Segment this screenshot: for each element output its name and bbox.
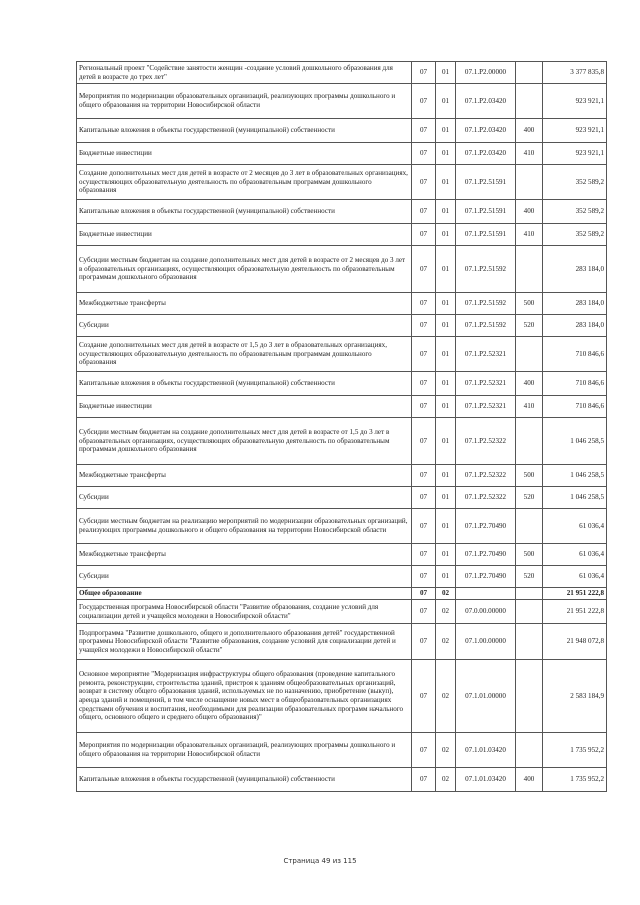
expense-type-code: 400: [516, 768, 543, 792]
subsection-code: 01: [436, 544, 456, 566]
subsection-code: 01: [436, 165, 456, 200]
section-code: 07: [412, 143, 436, 165]
table-row: [77, 165, 607, 200]
item-name: Региональный проект "Содействие занятости женщин -создание условий дошкольного образования для детей в возрасте до трех лет": [77, 62, 412, 84]
item-name: Бюджетные инвестиции: [77, 224, 412, 246]
target-article-code: 07.1.P2.52322: [456, 465, 516, 487]
amount: 1 735 952,2: [543, 768, 607, 792]
table-row: [77, 62, 607, 84]
item-name: Государственная программа Новосибирской области "Развитие образования, создание условий для социализации детей и учащейся молодежи в Новосибирской области": [77, 600, 412, 624]
item-name: Субсидии: [77, 566, 412, 588]
table-row: [77, 200, 607, 224]
amount: 1 046 258,5: [543, 418, 607, 465]
target-article-code: 07.1.P2.51591: [456, 224, 516, 246]
item-name: Капитальные вложения в объекты государственной (муниципальной) собственности: [77, 119, 412, 143]
item-name: Создание дополнительных мест для детей в возрасте от 2 месяцев до 3 лет в образовательных организациях, осуществляющих образовательную деятельность по образовательным программам дошкольного образования: [77, 165, 412, 200]
subsection-code: 01: [436, 315, 456, 337]
subsection-code: 01: [436, 337, 456, 372]
table-body: [77, 62, 607, 792]
expense-type-code: [516, 588, 543, 600]
target-article-code: 07.1.P2.03420: [456, 119, 516, 143]
amount: 61 036,4: [543, 544, 607, 566]
expense-type-code: 500: [516, 293, 543, 315]
target-article-code: 07.1.P2.03420: [456, 143, 516, 165]
item-name: Капитальные вложения в объекты государственной (муниципальной) собственности: [77, 768, 412, 792]
expense-type-code: [516, 84, 543, 119]
section-code: 07: [412, 119, 436, 143]
target-article-code: 07.1.P2.70490: [456, 544, 516, 566]
amount: 352 589,2: [543, 200, 607, 224]
amount: 283 184,0: [543, 293, 607, 315]
section-code: 07: [412, 733, 436, 768]
subsection-code: 01: [436, 293, 456, 315]
item-name: Создание дополнительных мест для детей в возрасте от 1,5 до 3 лет в образовательных организациях, осуществляющих образовательную деятельность по образовательным программам дошкольного образования: [77, 337, 412, 372]
expense-type-code: 520: [516, 487, 543, 509]
amount: 710 846,6: [543, 337, 607, 372]
expense-type-code: [516, 509, 543, 544]
subsection-code: 02: [436, 733, 456, 768]
item-name: Подпрограмма "Развитие дошкольного, общего и дополнительного образования детей" государственной программы Новосибирской области "Развитие образования, создание условий для социализации детей и учащейся молодежи в Новосибирской области": [77, 624, 412, 660]
expense-type-code: [516, 624, 543, 660]
subsection-code: 01: [436, 200, 456, 224]
subsection-code: 01: [436, 418, 456, 465]
expense-type-code: [516, 418, 543, 465]
section-code: 07: [412, 165, 436, 200]
expense-type-code: [516, 660, 543, 733]
amount: 61 036,4: [543, 566, 607, 588]
section-code: 07: [412, 315, 436, 337]
section-code: 07: [412, 660, 436, 733]
table-row: [77, 418, 607, 465]
subsection-code: 01: [436, 224, 456, 246]
table-row: [77, 224, 607, 246]
subsection-code: 02: [436, 588, 456, 600]
item-name: Субсидии: [77, 487, 412, 509]
section-code: 07: [412, 566, 436, 588]
item-name: Мероприятия по модернизации образовательных организаций, реализующих программы дошкольного и общего образования на территории Новосибирской области: [77, 733, 412, 768]
table-row: [77, 84, 607, 119]
amount: 61 036,4: [543, 509, 607, 544]
section-code: 07: [412, 487, 436, 509]
table-row: [77, 465, 607, 487]
table-row: [77, 246, 607, 293]
expense-type-code: 500: [516, 544, 543, 566]
target-article-code: 07.1.01.03420: [456, 768, 516, 792]
item-name: Бюджетные инвестиции: [77, 396, 412, 418]
item-name: Субсидии местным бюджетам на реализацию мероприятий по модернизации образовательных организаций, реализующих программы дошкольного и общего образования на территории Новосибирской области: [77, 509, 412, 544]
target-article-code: 07.1.P2.52321: [456, 372, 516, 396]
target-article-code: 07.1.P2.03420: [456, 84, 516, 119]
section-code: 07: [412, 509, 436, 544]
item-name: Капитальные вложения в объекты государственной (муниципальной) собственности: [77, 372, 412, 396]
amount: 283 184,0: [543, 315, 607, 337]
item-name: Основное мероприятие "Модернизация инфраструктуры общего образования (проведение капитального ремонта, реконструкции, строительства зданий, пристроя к зданиям общеобразовательных организаций, возврат в систему общего образования зданий, используемых не по назначению, приобретение (выкуп), аренда зданий и помещений, в том числе оснащение новых мест в общеобразовательных организациях средствами обучения и воспитания, необходимыми для реализации образовательных программ начального общего, основного общего и среднего общего образования)": [77, 660, 412, 733]
section-code: 07: [412, 293, 436, 315]
table-row: [77, 337, 607, 372]
expense-type-code: 520: [516, 315, 543, 337]
expense-type-code: [516, 733, 543, 768]
amount: 3 377 835,8: [543, 62, 607, 84]
item-name: Межбюджетные трансферты: [77, 544, 412, 566]
item-name: Общее образование: [77, 588, 412, 600]
amount: 710 846,6: [543, 396, 607, 418]
subsection-code: 02: [436, 600, 456, 624]
expense-type-code: 400: [516, 119, 543, 143]
subsection-code: 01: [436, 509, 456, 544]
section-code: 07: [412, 465, 436, 487]
subsection-code: 02: [436, 768, 456, 792]
section-code: 07: [412, 544, 436, 566]
item-name: Капитальные вложения в объекты государственной (муниципальной) собственности: [77, 200, 412, 224]
section-code: 07: [412, 588, 436, 600]
table-row: [77, 600, 607, 624]
table-row: [77, 396, 607, 418]
amount: 1 046 258,5: [543, 465, 607, 487]
table-row: [77, 566, 607, 588]
subsection-code: 01: [436, 487, 456, 509]
subsection-code: 01: [436, 372, 456, 396]
expense-type-code: [516, 246, 543, 293]
table-row: [77, 624, 607, 660]
section-code: 07: [412, 372, 436, 396]
amount: 923 921,1: [543, 143, 607, 165]
target-article-code: 07.1.P2.70490: [456, 509, 516, 544]
amount: 923 921,1: [543, 84, 607, 119]
table-row: [77, 293, 607, 315]
table-row: [77, 588, 607, 600]
expense-type-code: 500: [516, 465, 543, 487]
table-row: [77, 119, 607, 143]
subsection-code: 01: [436, 84, 456, 119]
amount: 21 948 072,8: [543, 624, 607, 660]
table-row: [77, 372, 607, 396]
target-article-code: 07.1.P2.51592: [456, 293, 516, 315]
section-code: 07: [412, 62, 436, 84]
table-row: [77, 315, 607, 337]
item-name: Субсидии: [77, 315, 412, 337]
budget-table: [76, 61, 607, 792]
expense-type-code: [516, 600, 543, 624]
target-article-code: 07.1.P2.52322: [456, 418, 516, 465]
target-article-code: 07.1.P2.70490: [456, 566, 516, 588]
target-article-code: 07.1.P2.52322: [456, 487, 516, 509]
target-article-code: 07.1.P2.51592: [456, 246, 516, 293]
target-article-code: 07.1.00.00000: [456, 624, 516, 660]
section-code: 07: [412, 246, 436, 293]
table-row: [77, 544, 607, 566]
section-code: 07: [412, 418, 436, 465]
target-article-code: 07.1.01.00000: [456, 660, 516, 733]
target-article-code: 07.1.01.03420: [456, 733, 516, 768]
section-code: 07: [412, 600, 436, 624]
table-row: [77, 509, 607, 544]
target-article-code: 07.1.P2.51591: [456, 165, 516, 200]
table-row: [77, 733, 607, 768]
item-name: Межбюджетные трансферты: [77, 293, 412, 315]
expense-type-code: [516, 165, 543, 200]
section-code: 07: [412, 768, 436, 792]
subsection-code: 01: [436, 246, 456, 293]
expense-type-code: 400: [516, 372, 543, 396]
amount: 1 046 258,5: [543, 487, 607, 509]
amount: 2 583 184,9: [543, 660, 607, 733]
amount: 352 589,2: [543, 165, 607, 200]
target-article-code: 07.1.P2.51591: [456, 200, 516, 224]
target-article-code: 07.1.P2.52321: [456, 396, 516, 418]
target-article-code: [456, 588, 516, 600]
item-name: Межбюджетные трансферты: [77, 465, 412, 487]
table-row: [77, 768, 607, 792]
subsection-code: 01: [436, 143, 456, 165]
table-row: [77, 143, 607, 165]
target-article-code: 07.1.P2.51592: [456, 315, 516, 337]
amount: 1 735 952,2: [543, 733, 607, 768]
amount: 710 846,6: [543, 372, 607, 396]
section-code: 07: [412, 84, 436, 119]
expense-type-code: 410: [516, 224, 543, 246]
target-article-code: 07.1.P2.00000: [456, 62, 516, 84]
amount: 21 951 222,8: [543, 600, 607, 624]
expense-type-code: [516, 337, 543, 372]
subsection-code: 01: [436, 465, 456, 487]
item-name: Субсидии местным бюджетам на создание дополнительных мест для детей в возрасте от 2 месяцев до 3 лет в образовательных организациях, осуществляющих образовательную деятельность по образовательным программам дошкольного образования: [77, 246, 412, 293]
subsection-code: 02: [436, 660, 456, 733]
amount: 923 921,1: [543, 119, 607, 143]
expense-type-code: 400: [516, 200, 543, 224]
expense-type-code: 410: [516, 396, 543, 418]
item-name: Субсидии местным бюджетам на создание дополнительных мест для детей в возрасте от 1,5 до 3 лет в образовательных организациях, осуществляющих образовательную деятельность по образовательным программам дошкольного образования: [77, 418, 412, 465]
item-name: Бюджетные инвестиции: [77, 143, 412, 165]
expense-type-code: 520: [516, 566, 543, 588]
section-code: 07: [412, 224, 436, 246]
expense-type-code: 410: [516, 143, 543, 165]
amount: 283 184,0: [543, 246, 607, 293]
amount: 21 951 222,8: [543, 588, 607, 600]
subsection-code: 01: [436, 119, 456, 143]
target-article-code: 07.1.P2.52321: [456, 337, 516, 372]
page-footer: Страница 49 из 115: [283, 857, 357, 865]
table-row: [77, 487, 607, 509]
section-code: 07: [412, 624, 436, 660]
expense-type-code: [516, 62, 543, 84]
target-article-code: 07.0.00.00000: [456, 600, 516, 624]
subsection-code: 02: [436, 624, 456, 660]
section-code: 07: [412, 396, 436, 418]
section-code: 07: [412, 337, 436, 372]
amount: 352 589,2: [543, 224, 607, 246]
item-name: Мероприятия по модернизации образовательных организаций, реализующих программы дошкольного и общего образования на территории Новосибирской области: [77, 84, 412, 119]
table-row: [77, 660, 607, 733]
subsection-code: 01: [436, 566, 456, 588]
section-code: 07: [412, 200, 436, 224]
subsection-code: 01: [436, 62, 456, 84]
subsection-code: 01: [436, 396, 456, 418]
